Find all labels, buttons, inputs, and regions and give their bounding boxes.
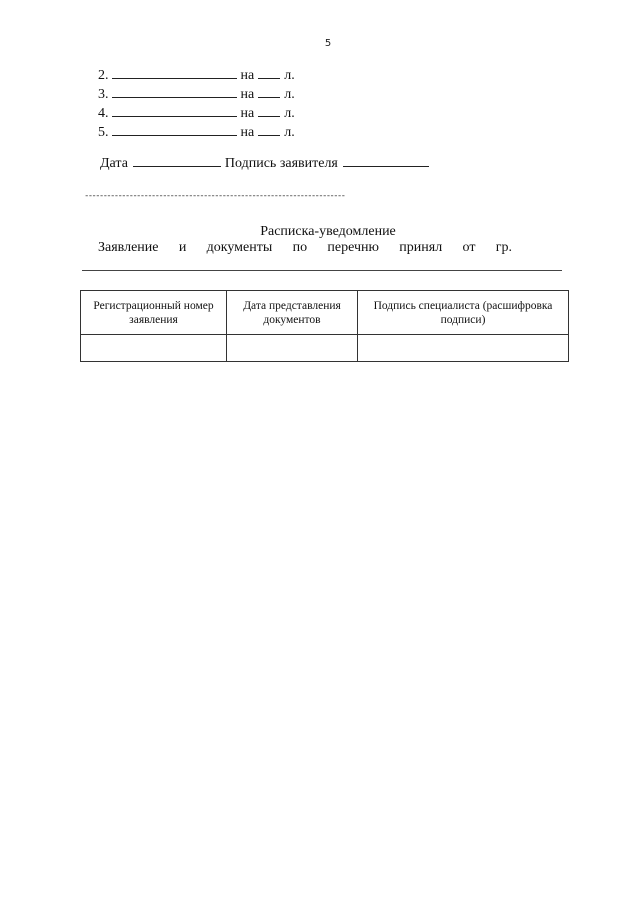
blank-line: [112, 85, 237, 98]
blank-line: [112, 66, 237, 79]
item-number: 4.: [98, 106, 109, 121]
receipt-title: Расписка-уведомление: [260, 224, 396, 239]
na-label: на: [240, 106, 255, 121]
l-label: л.: [284, 68, 295, 83]
fill-line: [82, 270, 562, 271]
cut-line: ----------------------------------------------------------------------: [84, 191, 345, 201]
list-item: [98, 66, 295, 85]
table-cell: [358, 335, 569, 362]
table-cell: [227, 335, 358, 362]
document-list: [98, 66, 295, 142]
list-item: [98, 123, 295, 142]
table-cell: [81, 335, 227, 362]
blank-line: [258, 66, 280, 79]
item-number: 2.: [98, 68, 109, 83]
blank-line: [258, 123, 280, 136]
na-label: на: [240, 125, 255, 140]
blank-line: [258, 85, 280, 98]
page-number: 5: [324, 38, 332, 49]
signature-label: Подпись заявителя: [224, 156, 338, 171]
header-specialist-signature: Подпись специалиста (расшифровка подписи): [358, 291, 569, 335]
date-label: Дата: [100, 156, 128, 171]
receipt-text: Заявление и документы по перечню принял от гр.: [98, 240, 512, 255]
na-label: на: [240, 68, 255, 83]
table-header-row: [81, 291, 569, 335]
blank-line: [258, 104, 280, 117]
l-label: л.: [284, 87, 295, 102]
l-label: л.: [284, 106, 295, 121]
blank-line: [112, 104, 237, 117]
date-blank: [133, 154, 221, 167]
registration-table: [80, 290, 569, 362]
signature-blank: [343, 154, 429, 167]
list-item: [98, 85, 295, 104]
header-registration-number: Регистрационный номер заявления: [81, 291, 227, 335]
header-submission-date: Дата представления документов: [227, 291, 358, 335]
item-number: 3.: [98, 87, 109, 102]
list-item: [98, 104, 295, 123]
l-label: л.: [284, 125, 295, 140]
blank-line: [112, 123, 237, 136]
date-signature-row: [100, 154, 429, 172]
table-row: [81, 335, 569, 362]
na-label: на: [240, 87, 255, 102]
item-number: 5.: [98, 125, 109, 140]
